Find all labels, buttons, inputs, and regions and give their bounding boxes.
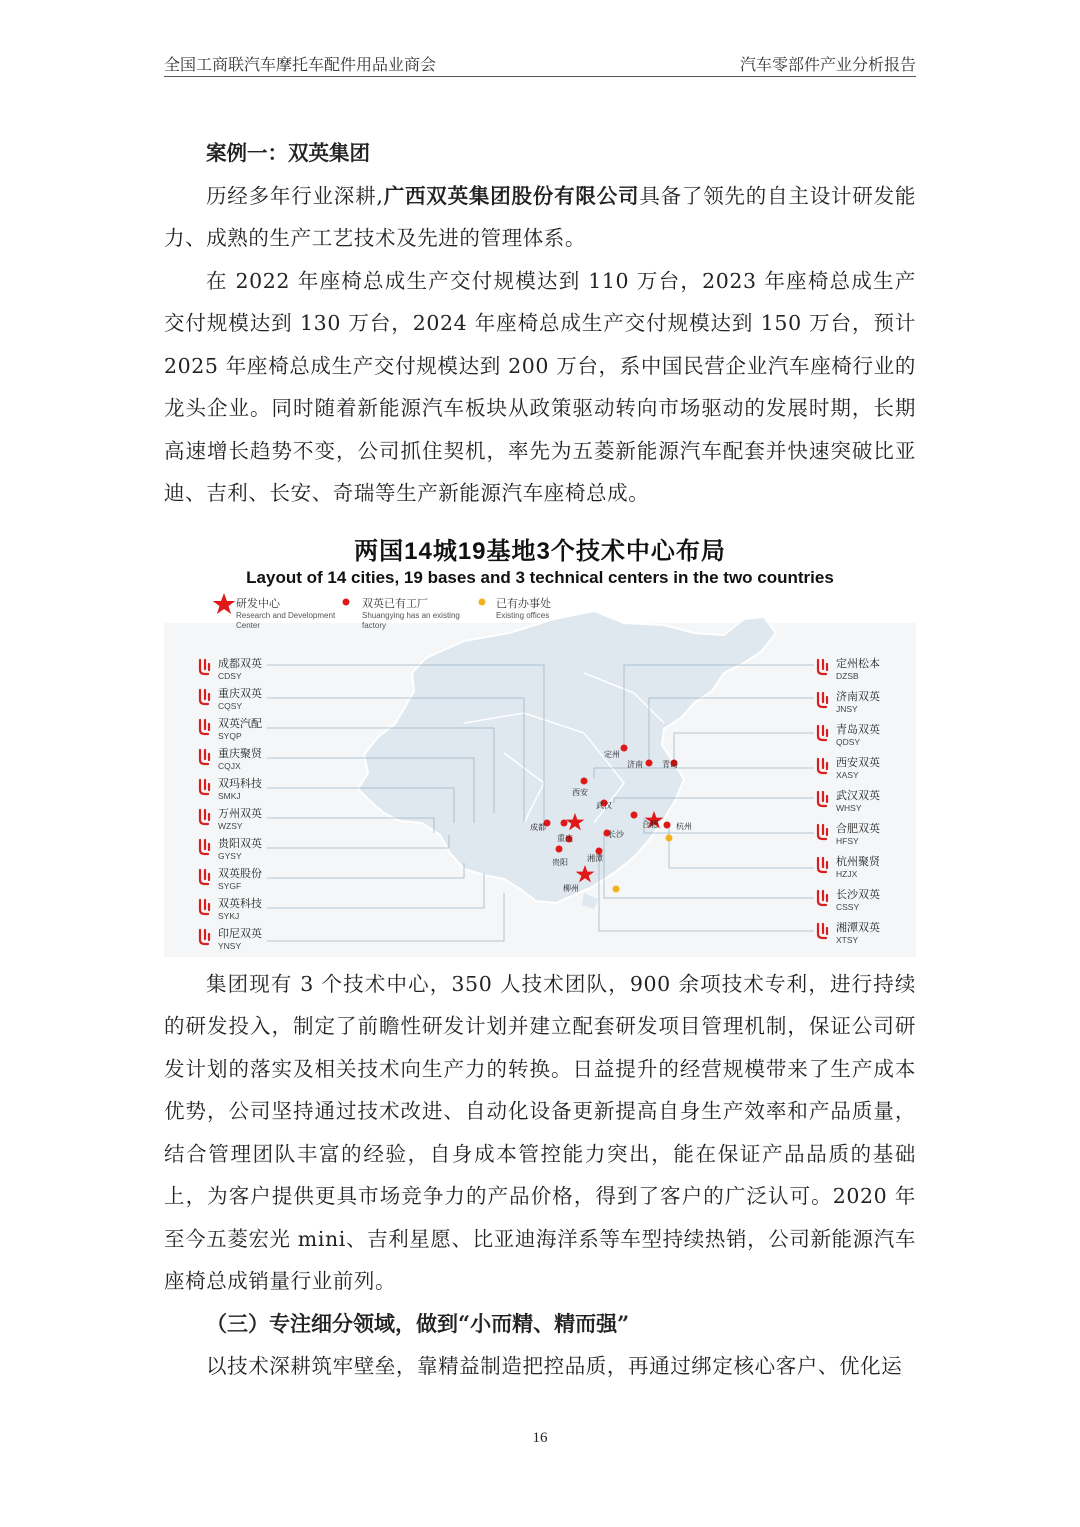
legend-office-icon (479, 598, 486, 605)
company-code: CSSY (836, 901, 860, 912)
company-name: 武汉双英 (836, 789, 880, 802)
company-code: SYKJ (218, 910, 240, 921)
right-company-hzjx (836, 856, 880, 880)
city-label: 西安 (572, 787, 588, 797)
city-label: 青岛 (662, 759, 678, 769)
right-company-cssy (836, 889, 880, 913)
left-company-cqjx (218, 748, 262, 772)
company-logo-icon (814, 856, 832, 874)
company-logo-icon (196, 898, 214, 916)
company-logo-icon (196, 808, 214, 826)
company-logo-icon (814, 658, 832, 676)
right-company-xtsy (836, 922, 880, 946)
left-company-syqp (218, 718, 262, 742)
city-label: 成都 (530, 822, 546, 832)
page-number: 16 (532, 1430, 548, 1446)
page-header (164, 52, 916, 77)
company-code: QDSY (836, 736, 861, 747)
company-code: DZSB (836, 670, 859, 681)
company-name: 双英股份 (218, 867, 262, 880)
right-company-whsy (836, 790, 880, 814)
company-name: 青岛双英 (836, 723, 880, 736)
left-company-wzsy (218, 808, 262, 832)
company-logo-icon (196, 778, 214, 796)
company-logo-icon (814, 889, 832, 907)
company-code: SMKJ (218, 790, 241, 801)
legend-factory: 双英已有工厂 Shuangying has an existing factory (362, 597, 460, 630)
company-code: XTSY (836, 934, 859, 945)
company-logo-icon (814, 724, 832, 742)
header-left: 全国工商联汽车摩托车配件用品业商会 (164, 55, 437, 74)
city-label: 济南 (627, 759, 643, 769)
company-name: 成都双英 (218, 657, 262, 670)
right-company-hfsy (836, 823, 880, 847)
city-label: 湘潭 (587, 853, 603, 863)
company-code: CDSY (218, 670, 242, 681)
company-logo-icon (196, 868, 214, 886)
company-name: 万州双英 (218, 807, 262, 820)
map-background (164, 523, 916, 957)
company-logo-icon (814, 691, 832, 709)
page-body (164, 132, 916, 1388)
company-logo-icon (814, 757, 832, 775)
company-name: 双英科技 (218, 897, 262, 910)
company-name: 广西双英集团股份有限公司 (383, 183, 640, 208)
paragraph-3: 集团现有 3 个技术中心，350 人技术团队，900 余项技术专利，进行持续的研发投入，制定了前瞻性研发计划并建立配套研发项目管理机制，保证公司研发计划的落实及相关技术向生产力的转换。日益提升的经营规模带来了生产成本优势，公司坚持通过技术改进、自动化设备更新提高自身生产效率和产品质量，结合管理团队丰富的经验，自身成本管控能力突出，能在保证产品品质的基础上，为客户提供更具市场竞争力的产品价格，得到了客户的广泛认可。2020 年至今五菱宏光 mini、吉利星愿、比亚迪海洋系等车型持续热销，公司新能源汽车座椅总成销量行业前列。 (164, 971, 916, 1293)
paragraph-4: 以技术深耕筑牢壁垒，靠精益制造把控品质，再通过绑定核心客户、优化运 (206, 1354, 903, 1378)
company-logo-icon (196, 838, 214, 856)
company-name: 西安双英 (836, 756, 880, 769)
map-title (164, 531, 916, 588)
company-name: 印尼双英 (218, 927, 262, 940)
company-name: 合肥双英 (836, 822, 880, 835)
company-code: JNSY (836, 703, 858, 714)
company-name: 湘潭双英 (836, 921, 880, 934)
company-code: WHSY (836, 802, 862, 813)
left-company-smkj (218, 778, 262, 802)
company-code: CQSY (218, 700, 243, 711)
company-logo-icon (814, 790, 832, 808)
company-logo-icon (196, 928, 214, 946)
company-logo-icon (196, 748, 214, 766)
legend-office: 已有办事处 Existing offices (496, 597, 551, 620)
city-label: 合肥 (642, 819, 658, 829)
map-title-en: Layout of 14 cities, 19 bases and 3 technical centers in the two countries (246, 567, 834, 587)
company-code: YNSY (218, 940, 242, 951)
layout-map-figure (164, 523, 916, 957)
header-right: 汽车零部件产业分析报告 (739, 55, 916, 74)
right-company-jnsy (836, 691, 880, 715)
right-company-qdsy (836, 724, 880, 748)
legend-research: 研发中心 Research and Development Center (236, 597, 336, 630)
right-company-xasy (836, 757, 880, 781)
company-name: 长沙双英 (836, 888, 880, 901)
city-label: 定州 (604, 749, 620, 759)
company-code: SYQP (218, 730, 242, 741)
company-name: 贵阳双英 (218, 837, 262, 850)
company-code: HZJX (836, 868, 858, 879)
paragraph-1: 历经多年行业深耕,广西双英集团股份有限公司具备了领先的自主设计研发能力、成熟的生产工艺技术及先进的管理体系。 (164, 183, 916, 250)
company-name: 济南双英 (836, 690, 880, 703)
company-logo-icon (196, 718, 214, 736)
company-code: HFSY (836, 835, 859, 846)
company-name: 重庆双英 (218, 687, 262, 700)
city-label: 武汉 (596, 800, 612, 810)
city-label: 贵阳 (552, 857, 568, 867)
company-logo-icon (814, 823, 832, 841)
company-logo-icon (196, 688, 214, 706)
company-name: 定州松本 (836, 657, 880, 670)
city-label: 长沙 (608, 829, 624, 839)
company-name: 重庆聚贤 (218, 747, 262, 760)
company-logo-icon (196, 658, 214, 676)
left-company-cdsy (218, 658, 262, 682)
left-company-sygf (218, 868, 262, 892)
city-label: 柳州 (563, 883, 579, 893)
case-title: 案例一：双英集团 (206, 141, 370, 165)
company-code: CQJX (218, 760, 241, 771)
paragraph-2: 在 2022 年座椅总成生产交付规模达到 110 万台，2023 年座椅总成生产交付规模达到 130 万台，2024 年座椅总成生产交付规模达到 150 万台，预计 2025 年座椅总成生产交付规模达到 200 万台，系中国民营企业汽车座椅行业的龙头企业。同时随着新能源汽车板块从政策驱动转向市场驱动的发展时期，长期高速增长趋势不变，公司抓住契机，率先为五菱新能源汽车配套并快速突破比亚迪、吉利、长安、奇瑞等生产新能源汽车座椅总成。 (164, 268, 916, 505)
map-title-zh: 两国14城19基地3个技术中心布局 (354, 537, 726, 565)
section-title: （三）专注细分领域，做到“小而精、精而强” (206, 1310, 630, 1336)
city-label: 杭州 (676, 821, 692, 831)
city-label: 重庆 (557, 833, 573, 843)
company-code: SYGF (218, 880, 242, 891)
company-name: 杭州聚贤 (836, 855, 880, 868)
company-logo-icon (814, 922, 832, 940)
left-company-ynsy (218, 928, 262, 952)
company-code: WZSY (218, 820, 243, 831)
company-name: 双玛科技 (218, 777, 262, 790)
left-company-cqsy (218, 688, 262, 712)
left-company-sykj (218, 898, 262, 922)
left-company-gysy (218, 838, 262, 862)
company-code: GYSY (218, 850, 242, 861)
company-name: 双英汽配 (218, 717, 262, 730)
right-company-dzsb (836, 658, 880, 682)
legend-factory-icon (343, 598, 350, 605)
company-code: XASY (836, 769, 859, 780)
